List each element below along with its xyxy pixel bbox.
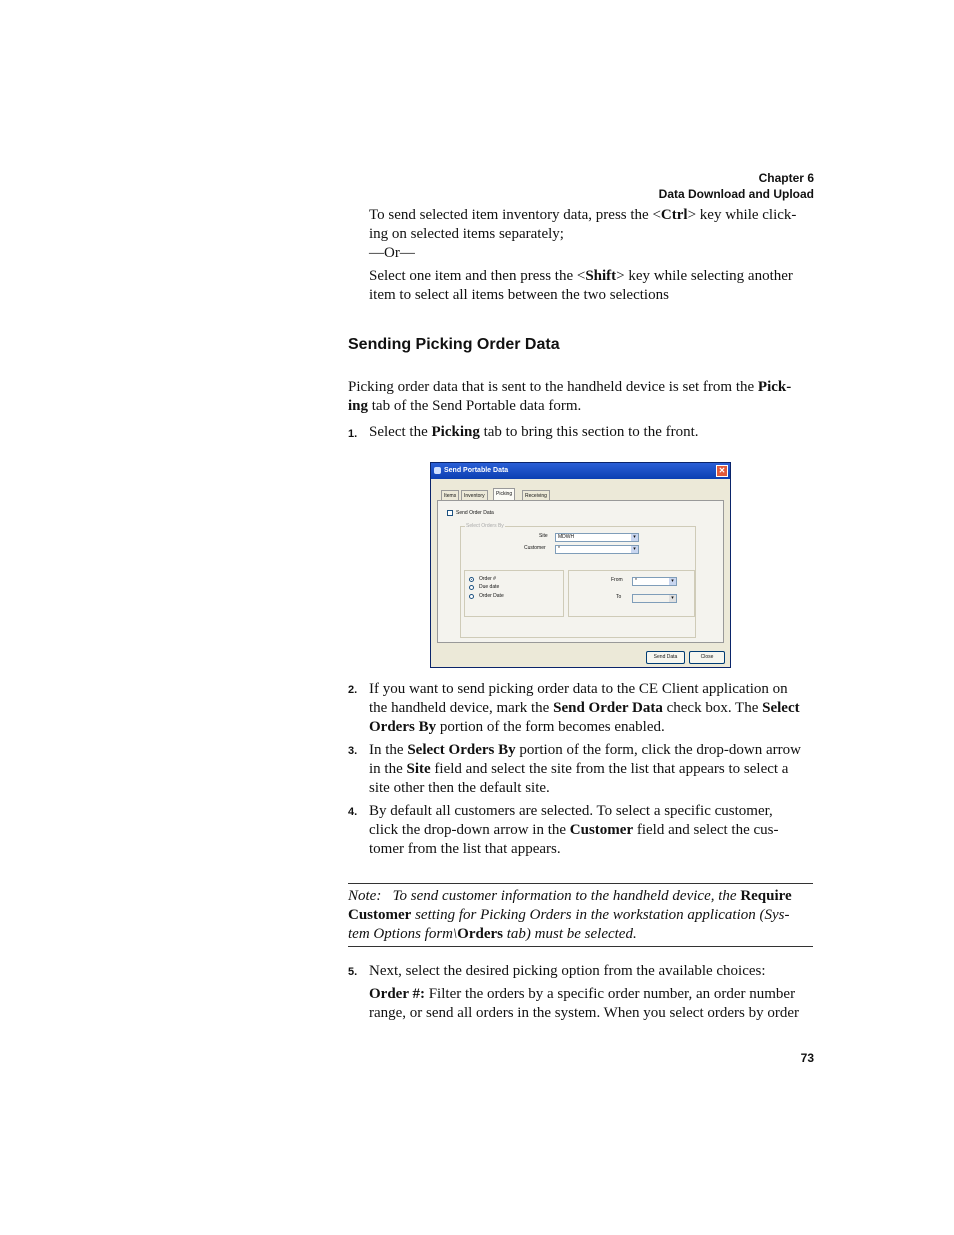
step-1-number: 1. <box>348 428 358 440</box>
order-option-group <box>464 570 564 617</box>
to-label: To <box>616 594 622 600</box>
step-3-text: In the Select Orders By portion of the form, click the drop-down arrow in the Site field and select the site from the list that appears to select a site other then the default site. <box>369 742 801 796</box>
intro-paragraph-2: Select one item and then press the <Shift> key while selecting another item to select all items between the two selections <box>369 268 793 303</box>
chevron-down-icon[interactable]: ▾ <box>669 595 676 602</box>
site-dropdown[interactable]: MDWH ▾ <box>555 533 639 542</box>
tab-picking[interactable]: Picking <box>493 488 515 501</box>
send-data-button[interactable]: Send Data <box>646 651 685 664</box>
radio-label-order-number: Order # <box>479 576 496 582</box>
from-dropdown[interactable]: * ▾ <box>632 577 677 586</box>
section-intro: Picking order data that is sent to the handheld device is set from the Pick- ing tab of the Send Portable data form. <box>348 379 792 414</box>
step-4-text: By default all customers are selected. To select a specific customer, click the drop-down arrow in the Customer field and select the cus- tomer from the list that appears. <box>369 803 779 857</box>
close-button[interactable]: Close <box>689 651 725 664</box>
chapter-title: Data Download and Upload <box>658 187 814 201</box>
site-label: Site <box>539 533 548 539</box>
step-5-text: Next, select the desired picking option from the available choices: <box>369 963 766 979</box>
note-bottom-rule <box>348 946 813 947</box>
tab-inventory[interactable]: Inventory <box>461 490 488 501</box>
radio-label-due-date: Due date <box>479 584 500 590</box>
radio-due-date[interactable] <box>469 585 474 590</box>
to-dropdown[interactable] <box>632 594 677 603</box>
send-portable-data-dialog <box>430 462 731 668</box>
radio-order-number[interactable] <box>469 577 474 582</box>
picking-tab-panel <box>437 500 724 643</box>
app-icon <box>434 467 441 474</box>
section-title: Sending Picking Order Data <box>348 336 560 353</box>
dialog-title-bar <box>431 463 730 479</box>
order-range-group <box>568 570 695 617</box>
radio-order-date[interactable] <box>469 594 474 599</box>
note-top-rule <box>348 883 813 884</box>
select-orders-by-group <box>460 523 696 638</box>
close-icon[interactable]: ✕ <box>716 465 728 477</box>
from-label: From <box>611 577 623 583</box>
group-label: Select Orders By <box>466 523 504 529</box>
step-2-text: If you want to send picking order data to the CE Client application on the handheld device, mark the Send Order Data check box. The Select Orders By portion of the form becomes enabled. <box>369 681 800 735</box>
step-3-number: 3. <box>348 745 358 757</box>
step-2-number: 2. <box>348 684 358 696</box>
order-number-paragraph: Order #: Filter the orders by a specific order number, an order number range, or send all orders in the system. When you select orders by order <box>369 986 800 1021</box>
chevron-down-icon[interactable]: ▾ <box>669 578 676 585</box>
step-5-number: 5. <box>348 966 358 978</box>
chevron-down-icon[interactable]: ▾ <box>631 534 638 541</box>
send-order-data-label: Send Order Data <box>456 510 494 516</box>
tab-receiving[interactable]: Receiving <box>522 490 550 501</box>
or-separator: —Or— <box>369 245 415 261</box>
page-number: 73 <box>800 1051 814 1065</box>
step-4-number: 4. <box>348 806 358 818</box>
dialog-title: Send Portable Data <box>444 467 509 474</box>
customer-dropdown[interactable]: * ▾ <box>555 545 639 554</box>
tab-items[interactable]: Items <box>441 490 459 501</box>
step-1-text: Select the Picking tab to bring this section to the front. <box>369 424 699 440</box>
radio-label-order-date: Order Date <box>479 593 504 599</box>
intro-paragraph-1: To send selected item inventory data, press the <Ctrl> key while click- ing on selected items separately; —Or— <box>369 207 797 261</box>
send-order-data-checkbox[interactable] <box>447 510 453 516</box>
customer-label: Customer <box>524 545 546 551</box>
chapter-label: Chapter 6 <box>758 171 814 185</box>
chevron-down-icon[interactable]: ▾ <box>631 546 638 553</box>
note-block: Note: To send customer information to the handheld device, the Require Customer setting for Picking Orders in the workstation application (Sys- tem Options form\Orders tab) must be selected. <box>348 888 792 942</box>
